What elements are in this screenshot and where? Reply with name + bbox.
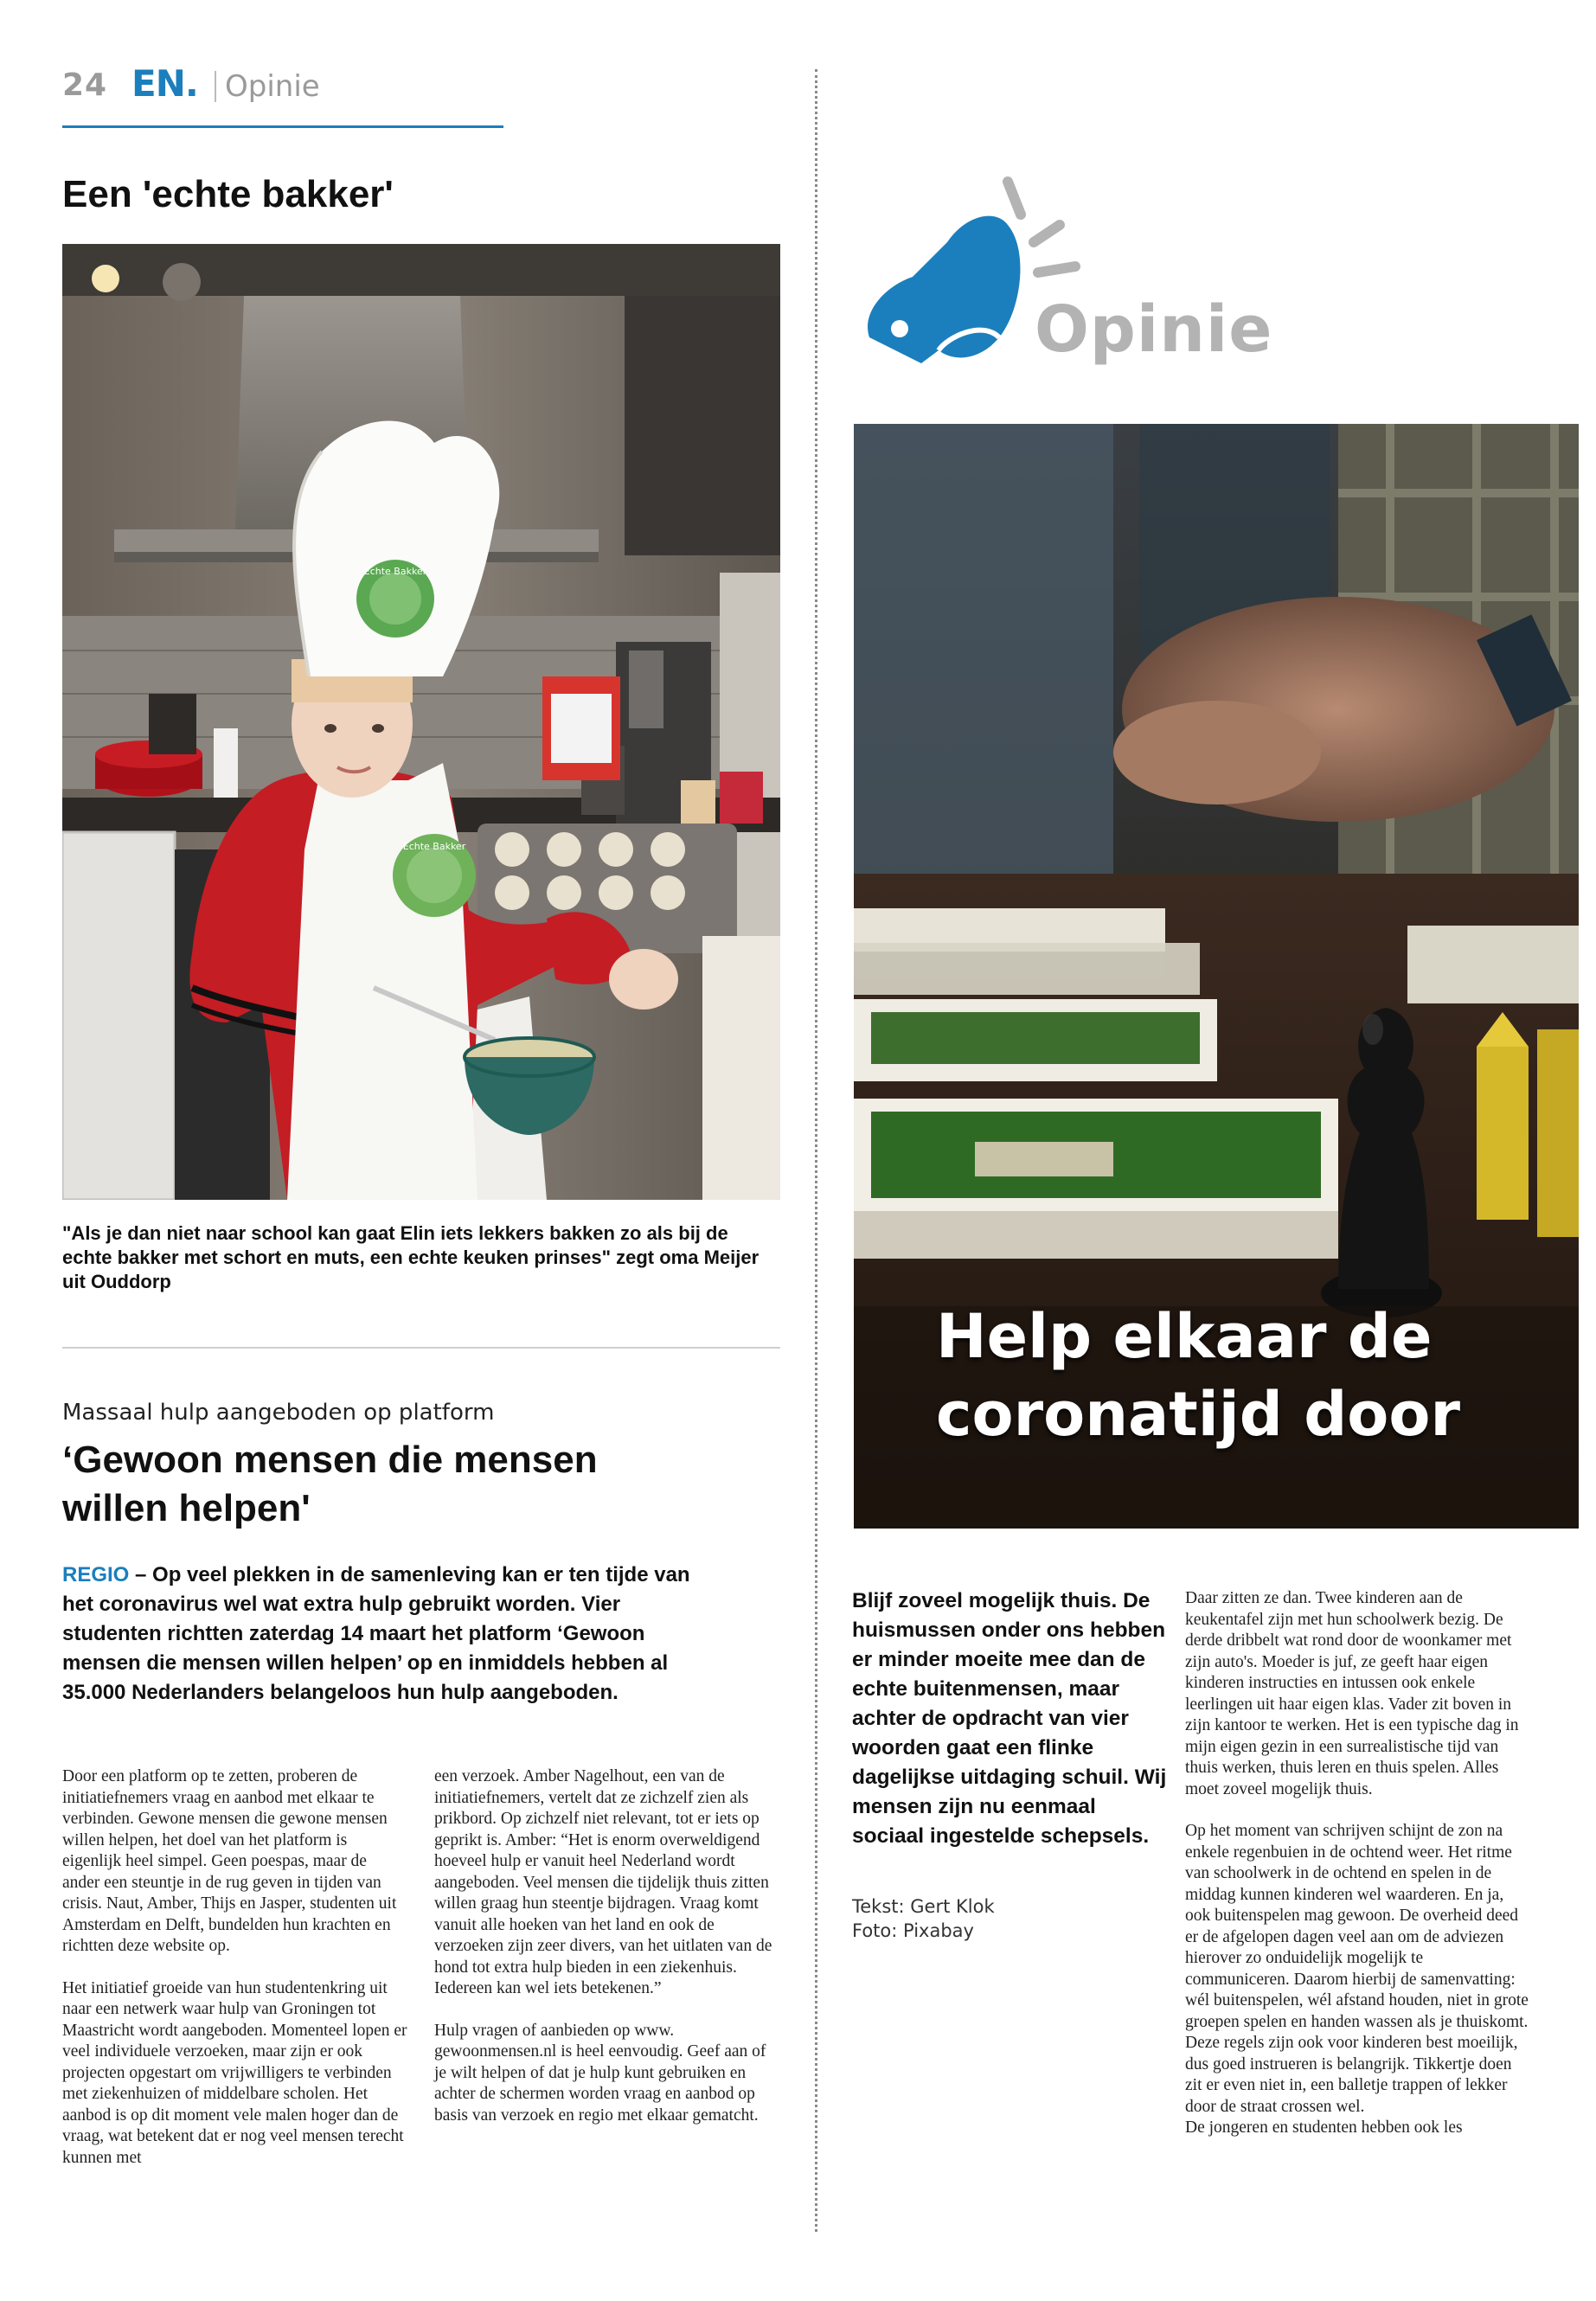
opinion-intro: Blijf zoveel mogelijk thuis. De huismussen onder ons hebben er minder moeite mee dan de echte buitenmensen, maar achter de opdracht van vier woorden gaat een flinke dagelijkse uitdaging schuil. Wij mensen zijn nu eenmaal sociaal ingestelde schepsels. bbox=[852, 1589, 1167, 1848]
body-column-1 bbox=[62, 1766, 408, 2189]
paragraph: een verzoek. Amber Nagelhout, een van de initiatiefnemers, vertelt dat ze zichzelf zien als prikbord. Op zichzelf niet relevant, tot er iets op geprikt is. Amber: “Het is enorm overweldigend hoeveel hulp er vanuit heel Nederland wordt aangeboden. Veel mensen die tijdelijk thuis zitten willen graag hun steentje bijdragen. Vraag komt vanuit alle hoeken van het land en ook de verzoeken zijn zeer divers, van het uitlaten van de hond tot extra hulp bieden in een ziekenhuis. Iedereen kan wel iets betekenen.” bbox=[434, 1767, 772, 1997]
paragraph: Daar zitten ze dan. Twee kinderen aan de keukentafel zijn met hun schoolwerk bezig. De derde dribbelt wat rond door de woonkamer met zijn auto's. Moeder is juf, ze geeft haar eigen kinderen instructies en intussen ook enkele leerlingen uit haar eigen klas. Vader zit boven in zijn kantoor te werken. Het is een typische dag in mijn eigen gezin in een surrealistische tijd van thuis werken, thuis leren en thuis spelen. Alles moet zoveel mogelijk thuis. bbox=[1185, 1589, 1519, 1798]
apron-logo-text: Echte Bakker bbox=[402, 841, 466, 852]
article-separator bbox=[62, 1347, 780, 1349]
body-column-2 bbox=[434, 1766, 780, 2147]
credit-photo: Foto: Pixabay bbox=[852, 1920, 974, 1941]
opinion-body-column bbox=[1185, 1588, 1531, 2160]
article-kicker: Massaal hulp aangeboden op platform bbox=[62, 1400, 495, 1426]
paragraph: Door een platform op te zetten, proberen de initiatiefnemers vraag en aanbod met elkaar te verbinden. Gewone mensen die gewone mensen willen helpen, het doel van het platform is eigenlijk heel simpel. Geen poespas, maar de ander een steuntje in de rug geven in tijden van crisis. Naut, Amber, Thijs en Jasper, studenten uit Amsterdam en Delft, bundelden hun krachten en richtten deze website op. bbox=[62, 1767, 397, 1955]
credits bbox=[852, 1894, 1172, 1943]
opinion-headline: Help elkaar de coronatijd door bbox=[936, 1301, 1461, 1450]
article-title: Een 'echte bakker' bbox=[62, 173, 394, 215]
article-lead bbox=[62, 1561, 702, 1708]
hat-logo-text: Echte Bakker bbox=[363, 566, 427, 577]
opinie-logo-word: Opinie bbox=[1035, 292, 1273, 367]
article-headline: ‘Gewoon mensen die mensen willen helpen' bbox=[62, 1439, 598, 1529]
paragraph: De jongeren en studenten hebben ook les bbox=[1185, 2118, 1463, 2137]
header-rule bbox=[62, 125, 503, 128]
publication-logo: EN. bbox=[131, 62, 198, 105]
dateline-tag: REGIO bbox=[62, 1563, 130, 1586]
paragraph: Hulp vragen of aanbieden op www. gewoonmensen.nl is heel eenvoudig. Geef aan of je wilt helpen of dat je hulp kunt gebruiken en achter de schermen worden vraag en aanbod op basis van verzoek en regio met elkaar gematcht. bbox=[434, 2021, 766, 2125]
photo-caption: "Als je dan niet naar school kan gaat Elin iets lekkers bakken zo als bij de echte bakker met schort en muts, een echte keuken prinses" zegt oma Meijer uit Ouddorp bbox=[62, 1222, 760, 1292]
photo-child-baking bbox=[62, 244, 780, 1200]
paragraph: Op het moment van schrijven schijnt de zon na enkele regenbuien in de ochtend weer. Het ritme van schoolwerk in de ochtend en spelen in de middag kunnen kinderen wel waarderen. En ja, ook buitenspelen mag gewoon. De overheid deed er de afgelopen dagen veel aan om de adviezen hierover zo onduidelijk mogelijk te communiceren. Daarom hierbij de samenvatting: wél buitenspelen, wél afstand houden, niet in grote groepen spelen en handen wassen als je thuiskomt. Deze regels zijn ook voor kinderen best moeilijk, dus goed instrueren is belangrijk. Tikkertje doen zit er even niet in, een balletje trappen of lekker door de straat crossen wel. bbox=[1185, 1822, 1529, 2116]
column-divider bbox=[815, 69, 817, 2232]
section-label: Opinie bbox=[225, 69, 320, 104]
paragraph: Het initiatief groeide van hun studentenkring uit naar een netwerk waar hulp van Groningen tot Maastricht wordt aangeboden. Momenteel lopen er veel individuele verzoeken, maar zijn er ook projecten opgestart om vrijwilligers te verbinden met ziekenhuizen of middelbare scholen. Het aanbod is op dit moment vele malen hoger dan de vraag, wat betekent dat er nog veel mensen terecht kunnen met bbox=[62, 1978, 407, 2167]
lead-text: – Op veel plekken in de samenleving kan er ten tijde van het coronavirus wel wat extra hulp gebruikt worden. Vier studenten richtten zaterdag 14 maart het platform ‘Gewoon mensen die mensen willen helpen’ op en inmiddels hebben al 35.000 Nederlanders belangeloos hun hulp aangeboden. bbox=[62, 1563, 690, 1704]
page-number: 24 bbox=[62, 67, 108, 103]
header-separator bbox=[215, 71, 216, 102]
credit-text-author: Tekst: Gert Klok bbox=[852, 1896, 995, 1917]
